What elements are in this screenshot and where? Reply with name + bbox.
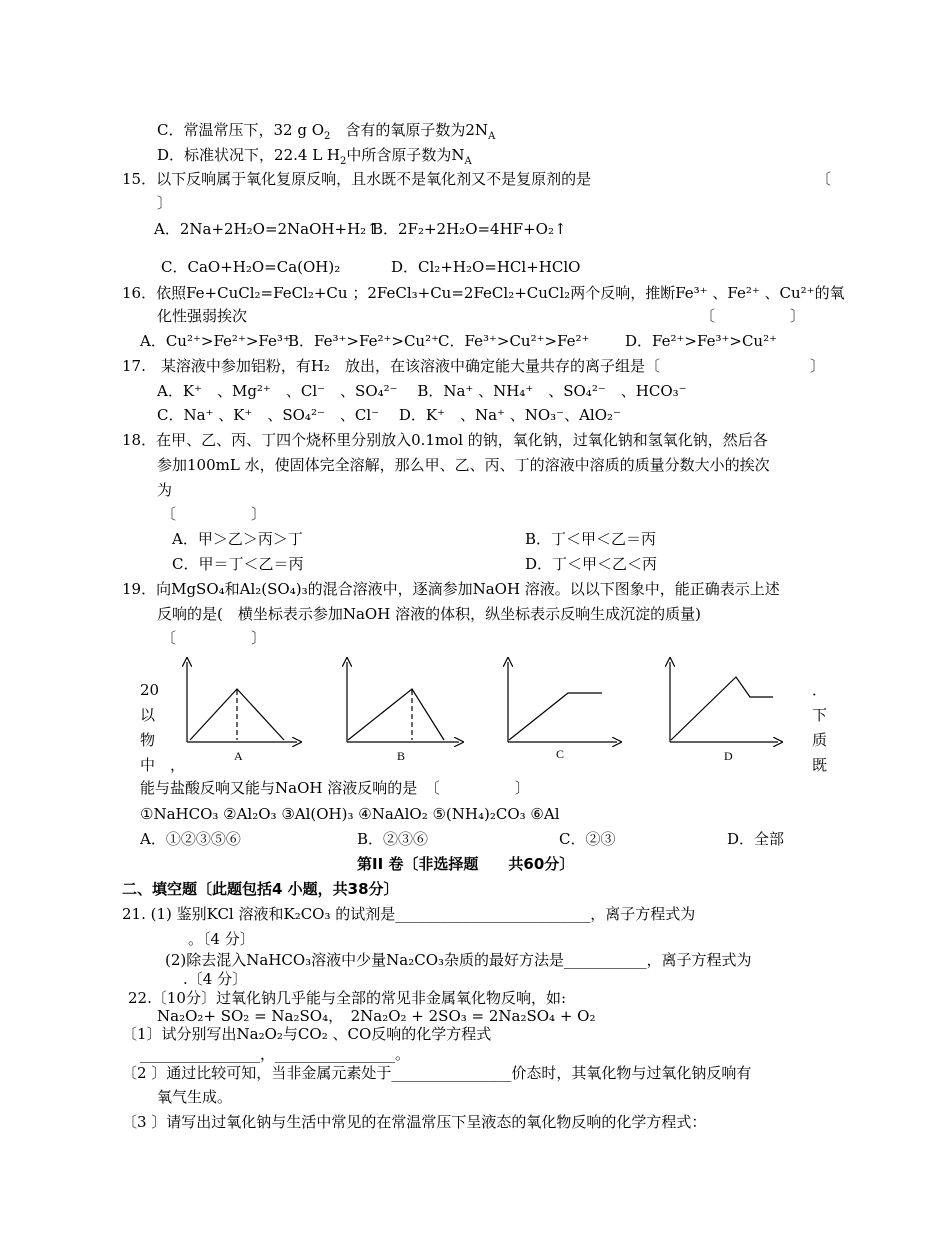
- q14-option-c: C．常温常压下，32 g $O_2$ 含有的氧原子数为$2N_A$: [157, 121, 496, 142]
- q16-line2: 化性强弱挨次: [157, 307, 248, 325]
- q15-option-a: A．2Na+2H₂O=2NaOH+H₂↑: [154, 220, 379, 238]
- part2-title: 第II 卷〔非选择题 共60分〕: [357, 855, 575, 873]
- q18-option-d: D．丁＜甲＜乙＜丙: [525, 555, 658, 573]
- graph-c: [508, 662, 617, 742]
- q22-line4: ________________，________________。: [140, 1045, 411, 1063]
- q16-option-b: B．Fe³⁺>Fe²⁺>Cu²⁺: [288, 332, 440, 350]
- q17-options-ab: A．K⁺ 、Mg²⁺ 、Cl⁻ 、SO₄²⁻ B．Na⁺ 、NH₄⁺ 、SO₄²⁻ 、HCO₃⁻: [157, 382, 687, 400]
- q22-line7: 〔3 〕请写出过氧化钠与生活中常见的在常温常压下呈液态的氧化物反响的化学方程式：: [122, 1113, 707, 1131]
- q18-line3: 为: [157, 481, 173, 499]
- section-fill-in-title: 二、填空题〔此题包括4 小题，共38分〕: [122, 880, 399, 898]
- q15-stem: 15．以下反响属于氧化复原反响，且水既不是氧化剂又不是复原剂的是: [122, 170, 592, 188]
- q20-option-b: B．②③⑥: [357, 830, 429, 848]
- q20-right-2: 下: [812, 706, 828, 724]
- q20-left-3: 物: [140, 731, 156, 749]
- q22-line6: 氧气生成。: [157, 1088, 233, 1106]
- q19-line1: 19．向MgSO₄和Al₂(SO₄)₃的混合溶液中，逐滴参加NaOH 溶液。以以下图象中，能正确表示上述: [122, 580, 780, 598]
- graph-label-a: A: [234, 749, 243, 763]
- q18-line1: 18．在甲、乙、丙、丁四个烧杯里分别放入0.1mol 的钠，氧化钠，过氧化钠和氢氧化钠，然后各: [122, 431, 768, 449]
- q22-line5: 〔2 〕通过比较可知，当非金属元素处于________________价态时，其氧化物与过氧化钠反响有: [122, 1064, 752, 1082]
- q22-line2: Na₂O₂+ SO₂ = Na₂SO₄， 2Na₂O₂ + 2SO₃ = 2Na₂SO₄ + O₂: [157, 1007, 596, 1025]
- q17-options-cd: C．Na⁺ 、K⁺ 、SO₄²⁻ 、Cl⁻ D．K⁺ 、Na⁺ 、NO₃⁻、AlO₂⁻: [157, 406, 621, 424]
- q20-stem: 能与盐酸反响又能与NaOH 溶液反响的是 〔 〕: [140, 779, 530, 797]
- graph-label-d: D: [724, 749, 733, 763]
- q18-line2: 参加100mL 水，使固体完全溶解，那么甲、乙、丙、丁的溶液中溶质的质量分数大小的挨次: [157, 456, 770, 474]
- q17-stem: 17. 某溶液中参加铝粉，有H₂ 放出，在该溶液中确定能大量共存的离子组是〔: [122, 357, 660, 375]
- q20-option-c: C．②③: [559, 830, 616, 848]
- q20-left-2: 以: [140, 706, 156, 724]
- q22-line3: 〔1〕试分别写出Na₂O₂与CO₂ 、CO反响的化学方程式: [122, 1025, 492, 1043]
- q16-option-c: C．Fe³⁺>Cu²⁺>Fe²⁺: [438, 332, 590, 350]
- q21-line1b: 。〔4 分〕: [188, 930, 255, 948]
- q22-line1: 22.〔10分〕过氧化钠几乎能与全部的常见非金属氧化物反响，如:: [128, 989, 566, 1007]
- q21-line1: 21. (1) 鉴别KCl 溶液和K₂CO₃ 的试剂是__________________________，离子方程式为: [122, 905, 696, 923]
- q20-left-4: 中 ，: [140, 756, 186, 774]
- q16-option-a: A．Cu²⁺>Fe²⁺>Fe³⁺: [140, 332, 291, 350]
- q15-bracket-close: 〕: [157, 194, 173, 212]
- q20-items: ①NaHCO₃ ②Al₂O₃ ③Al(OH)₃ ④NaAlO₂ ⑤(NH₄)₂CO₃ ⑥Al: [140, 805, 560, 823]
- q18-option-a: A．甲＞乙＞丙＞丁: [172, 530, 303, 548]
- graph-b: [347, 662, 459, 742]
- q20-right-1: ．: [812, 681, 828, 699]
- q19-bracket: 〔 〕: [161, 629, 267, 647]
- graph-label-c: C: [556, 747, 565, 761]
- q21-line2: (2)除去混入NaHCO₃溶液中少量Na₂CO₃杂质的最好方法是___________，离子方程式为: [165, 951, 752, 969]
- graph-a: [187, 662, 297, 742]
- q15-option-d: D．Cl₂+H₂O=HCl+HClO: [391, 258, 581, 276]
- q16-bracket: 〔 〕: [700, 307, 806, 325]
- q16-line1: 16．依照Fe+CuCl₂=FeCl₂+Cu ；2FeCl₃+Cu=2FeCl₂+CuCl₂两个反响，推断Fe³⁺ 、Fe²⁺ 、Cu²⁺的氧: [122, 284, 845, 302]
- q15-bracket-open: 〔: [816, 170, 832, 188]
- q17-bracket-close: 〕: [810, 357, 826, 375]
- q21-line2b: .〔4 分〕: [183, 970, 248, 988]
- q18-bracket: 〔 〕: [161, 505, 267, 523]
- q16-option-d: D．Fe²⁺>Fe³⁺>Cu²⁺: [625, 332, 778, 350]
- q20-option-d: D．全部: [727, 830, 785, 848]
- q20-option-a: A．①②③⑤⑥: [140, 830, 241, 848]
- q20-left-1: 20: [140, 681, 160, 699]
- q20-right-3: 质: [812, 731, 828, 749]
- q20-right-4: 既: [812, 756, 828, 774]
- q18-option-c: C．甲＝丁＜乙＝丙: [172, 555, 304, 573]
- q15-option-c: C．CaO+H₂O=Ca(OH)₂: [161, 258, 341, 276]
- graph-d: [670, 662, 778, 742]
- q19-line2: 反响的是( 横坐标表示参加NaOH 溶液的体积，纵坐标表示反响生成沉淀的质量): [157, 605, 701, 623]
- q15-option-b: B．2F₂+2H₂O=4HF+O₂↑: [372, 220, 567, 238]
- q14-option-d: D．标准状况下，22.4 L $H_2$中所含原子数为$N_A$: [157, 146, 472, 167]
- graph-label-b: B: [397, 749, 406, 763]
- q18-option-b: B．丁＜甲＜乙＝丙: [525, 530, 657, 548]
